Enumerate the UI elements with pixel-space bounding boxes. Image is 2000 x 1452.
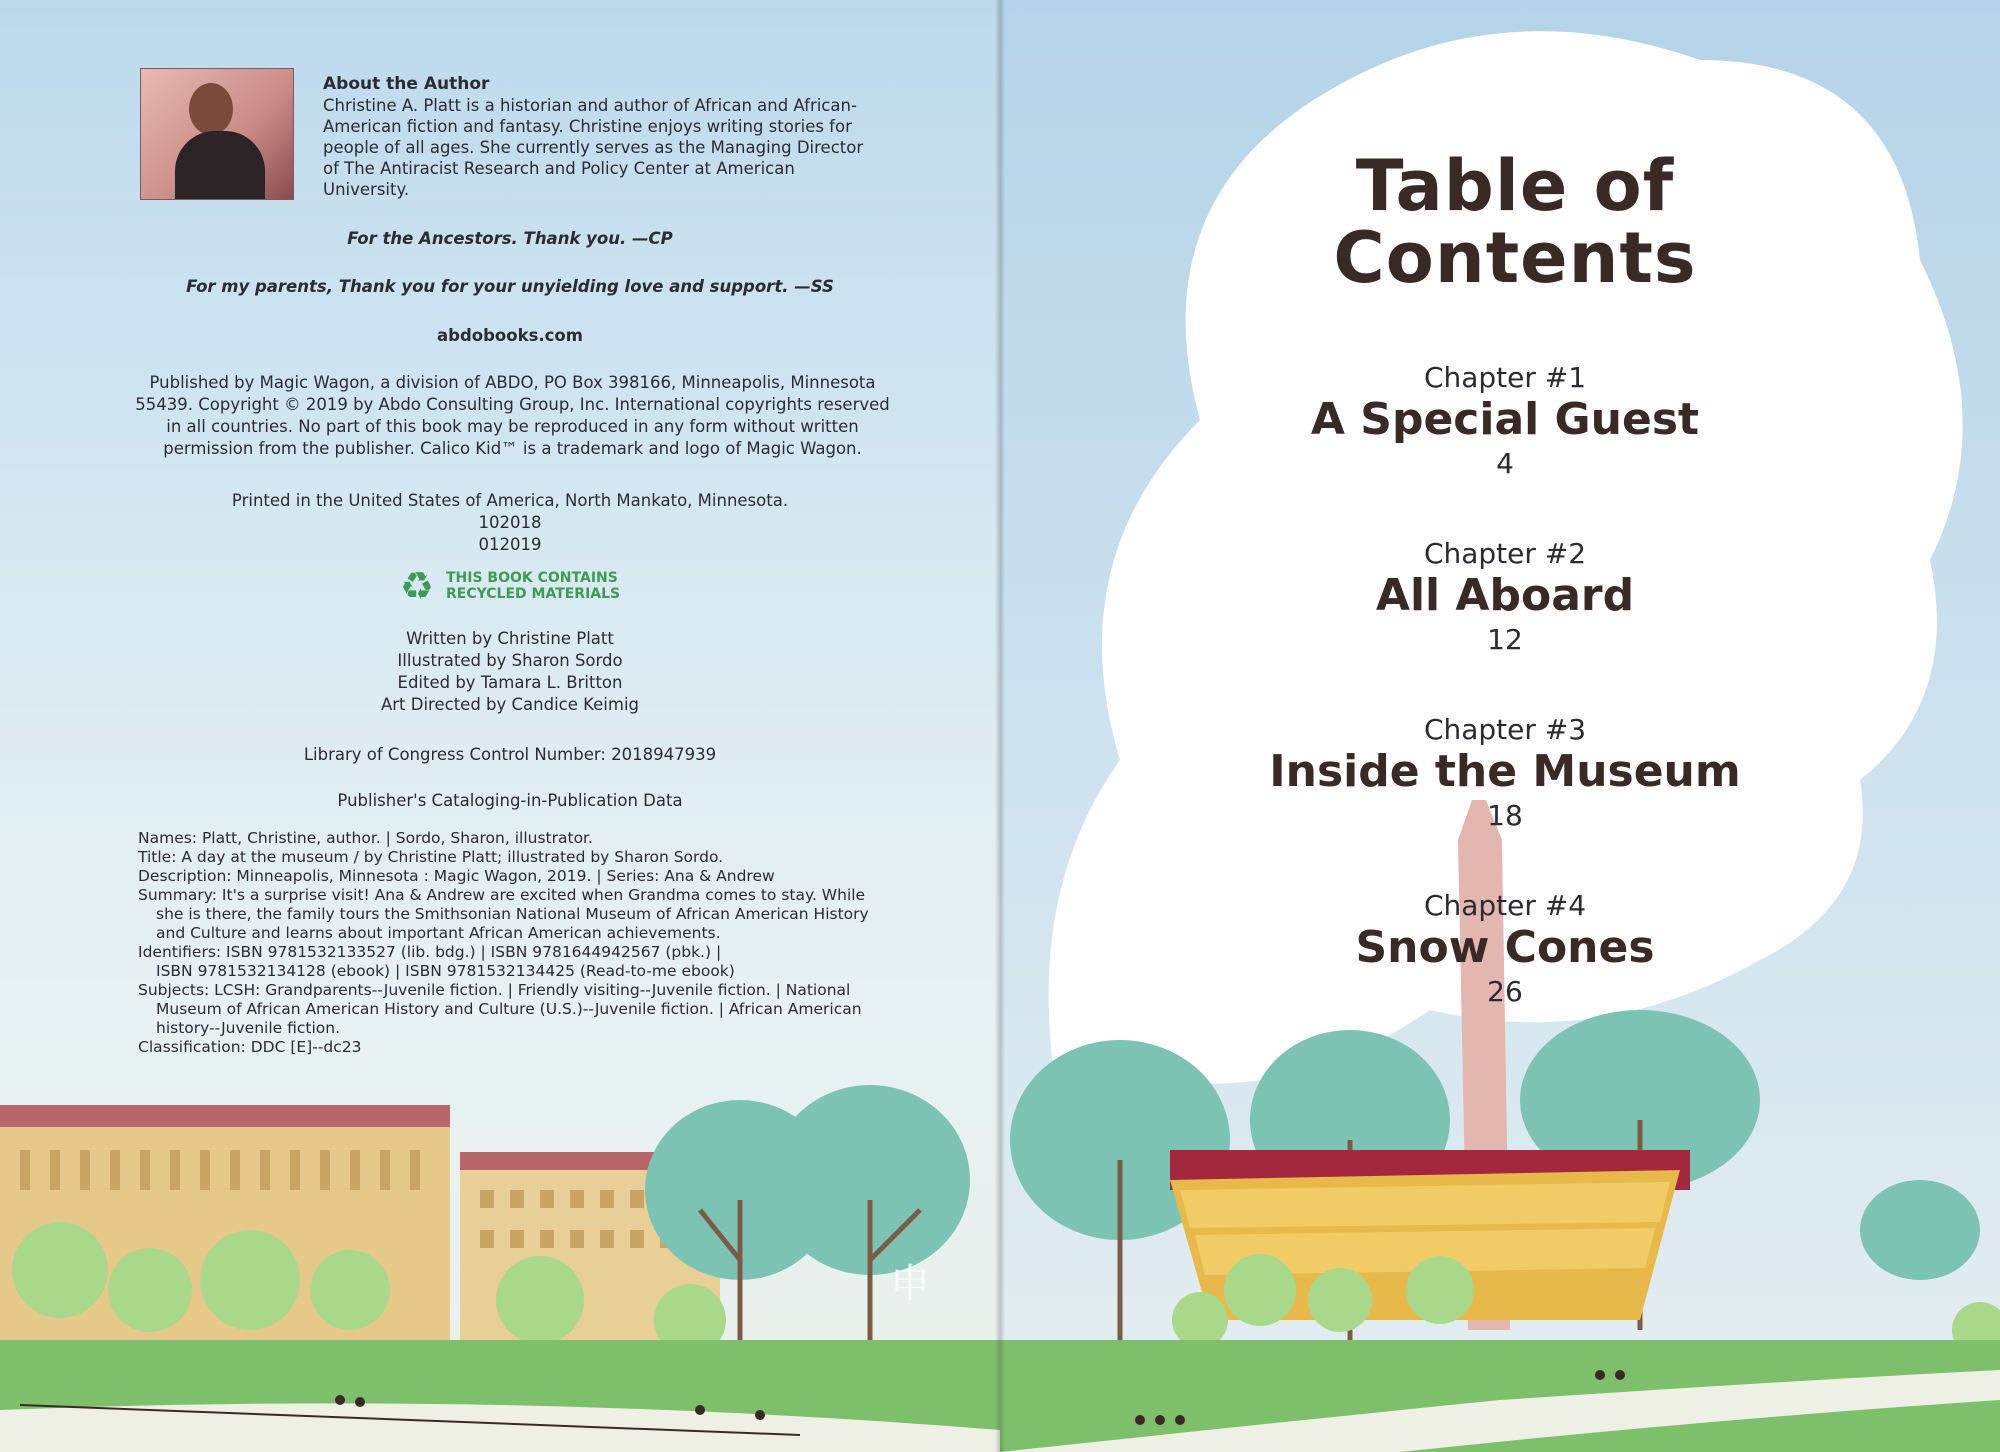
print-code-2: 012019 [478,535,542,554]
cip-line: Subjects: LCSH: Grandparents--Juvenile fiction. | Friendly visiting--Juvenile fiction. | National [138,981,851,999]
recycled-materials-badge [400,566,620,606]
chapter-name: Snow Cones [1355,922,1655,973]
recycle-line-1: THIS BOOK CONTAINS [446,570,618,586]
author-photo [140,68,294,200]
dedication-cp: For the Ancestors. Thank you. —CP [347,229,673,248]
chapter-page: 12 [1487,623,1523,656]
website-link[interactable]: abdobooks.com [437,326,583,345]
cip-data [138,829,898,1057]
about-text: Christine A. Platt is a historian and author of African and African-American fiction and fantasy. Christine enjoys writing stories for people of all ages. She currently serves as the Managing Director of The Antiracist Research and Policy Center at American University. [323,96,864,199]
toc-title-line-2: Contents [1333,217,1697,299]
cip-line: Museum of African American History and Culture (U.S.)--Juvenile fiction. | African American [156,1000,862,1018]
cip-line: Identifiers: ISBN 9781532133527 (lib. bdg.) | ISBN 9781644942567 (pbk.) | [138,943,722,961]
cip-line: ISBN 9781532134128 (ebook) | ISBN 9781532134425 (Read-to-me ebook) [156,962,735,980]
cip-line: Description: Minneapolis, Minnesota : Magic Wagon, 2019. | Series: Ana & Andrew [138,867,775,885]
toc-entry-chapter-1[interactable] [1205,362,1805,482]
printed-notice: Printed in the United States of America, North Mankato, Minnesota. [231,491,789,510]
right-page [1000,0,2000,1452]
chapter-page: 26 [1487,975,1523,1008]
cip-line: Classification: DDC [E]--dc23 [138,1038,362,1056]
cip-heading: Publisher's Cataloging-in-Publication Data [337,791,683,810]
dedication-ss: For my parents, Thank you for your unyielding love and support. —SS [186,277,834,296]
chapter-page: 18 [1487,799,1523,832]
credit-editor: Edited by Tamara L. Britton [397,673,623,692]
recycle-line-2: RECYCLED MATERIALS [446,586,621,602]
credit-art-director: Art Directed by Candice Keimig [380,695,640,714]
cip-line: and Culture and learns about important African American achievements. [156,924,721,942]
chapter-name: Inside the Museum [1269,746,1741,797]
credit-writer: Written by Christine Platt [406,629,614,648]
about-the-author [323,74,883,200]
toc-title-line-1: Table of [1355,145,1675,227]
credit-illustrator: Illustrated by Sharon Sordo [397,651,623,670]
toc-entry-chapter-3[interactable] [1205,714,1805,834]
cip-line: history--Juvenile fiction. [156,1019,340,1037]
chapter-name: All Aboard [1375,570,1635,621]
chapter-number: Chapter #3 [1423,713,1587,746]
chapter-number: Chapter #4 [1423,889,1587,922]
about-heading: About the Author [323,74,490,94]
cip-line: Names: Platt, Christine, author. | Sordo, Sharon, illustrator. [138,829,593,847]
print-code-1: 102018 [478,513,542,532]
toc-entry-chapter-2[interactable] [1205,538,1805,658]
watermark: 申 [890,1261,930,1307]
cip-line: she is there, the family tours the Smithsonian National Museum of African American History [156,905,869,923]
cip-line: Title: A day at the museum / by Christine Platt; illustrated by Sharon Sordo. [138,848,724,866]
toc-entry-chapter-4[interactable] [1205,890,1805,1010]
recycle-icon: ♻ [400,564,435,608]
chapter-name: A Special Guest [1310,394,1700,445]
lccn: Library of Congress Control Number: 2018947939 [303,745,717,764]
chapter-number: Chapter #1 [1423,361,1587,394]
publisher-notice: Published by Magic Wagon, a division of ABDO, PO Box 398166, Minneapolis, Minnesota 55439. Copyright © 2019 by Abdo Consulting Group, Inc. International copyrights reserved in all countries. No part of this book may be reproduced in any form without written permission from the publisher. Calico Kid™ is a trademark and logo of Magic Wagon. [135,373,890,458]
cip-line: Summary: It's a surprise visit! Ana & Andrew are excited when Grandma comes to stay. While [138,886,866,904]
chapter-number: Chapter #2 [1423,537,1587,570]
book-gutter [995,0,1005,1452]
toc-title [1255,145,1775,299]
chapter-page: 4 [1496,447,1514,480]
